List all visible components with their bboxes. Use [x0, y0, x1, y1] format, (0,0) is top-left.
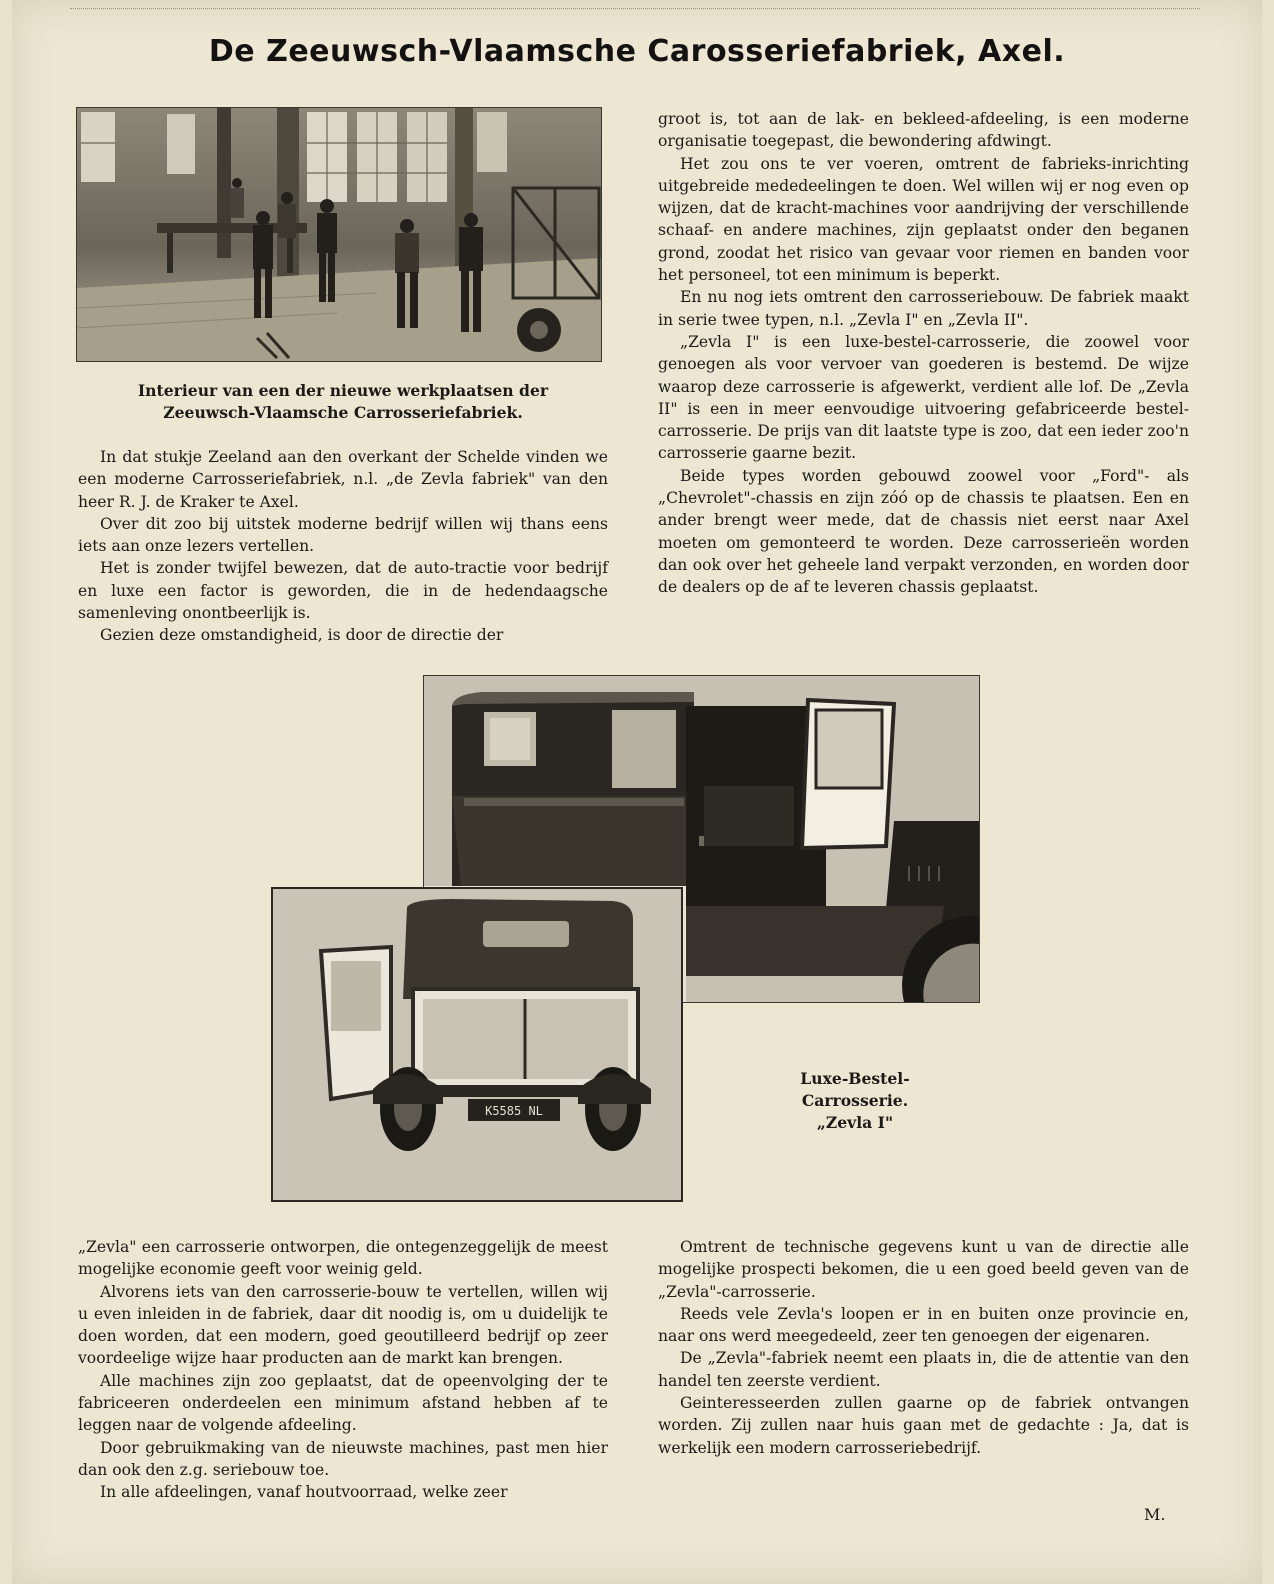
- author-signature: M.: [1144, 1505, 1166, 1524]
- paragraph: In alle afdeelingen, vanaf houtvoorraad, welke zeer: [100, 1483, 508, 1502]
- workshop-photo-caption: [78, 380, 608, 424]
- paragraph: „Zevla" een carrosserie ontworpen, die ontegenzeggelijk de meest mogelijke economie geeft voor weinig geld.: [78, 1238, 608, 1279]
- paragraph: In dat stukje Zeeland aan den overkant der Schelde vinden we een moderne Carrosseriefabriek, n.l. „de Zevla fabriek" van den heer R. J. de Kraker te Axel.: [78, 448, 608, 511]
- article-column-right-top: [658, 108, 1189, 599]
- paragraph: Reeds vele Zevla's loopen er in en buiten onze provincie en, naar ons werd meegedeeld, zeer ten genoegen der eigenaren.: [658, 1304, 1189, 1346]
- paragraph: Het zou ons te ver voeren, omtrent de fabrieks-inrichting uitgebreide mededeelingen te doen. Wel willen wij er nog even op wijzen, dat de kracht-machines voor aandrijving der verschillende schaaf- en andere machines, zijn geplaatst onder den beganen grond, zoodat het risico van gevaar voor riemen en banden voor het personeel, tot een minimum is beperkt.: [658, 154, 1189, 285]
- caption-line: Zeeuwsch-Vlaamsche Carrosseriefabriek.: [163, 403, 523, 422]
- article-column-left-top: [78, 446, 608, 647]
- caption-line: Interieur van een der nieuwe werkplaatsen der: [137, 381, 549, 400]
- article-column-right-bottom: [658, 1236, 1189, 1459]
- paragraph: En nu nog iets omtrent den carrosseriebouw. De fabriek maakt in serie twee typen, n.l. „Zevla I" en „Zevla II".: [658, 288, 1189, 329]
- paragraph: Gezien deze omstandigheid, is door de directie der: [100, 626, 504, 645]
- caption-line: „Zevla I": [816, 1113, 894, 1132]
- article-column-left-bottom: [78, 1236, 608, 1504]
- paragraph: „Zevla I" is een luxe-bestel-carrosserie, die zoowel voor genoegen als voor vervoer van goederen is bestemd. De wijze waarop deze carrosserie is afgewerkt, verdient alle lof. De „Zevla II" is een in meer eenvoudige uitvoering gefabriceerde bestel-carrosserie. De prijs van dit laatste type is zoo, dat een ieder zoo'n carrosserie gaarne bezit.: [658, 332, 1189, 463]
- paragraph: Beide types worden gebouwd zoowel voor „Ford"- als „Chevrolet"-chassis en zijn zóó op de chassis te plaatsen. Een en ander brengt weer mede, dat de chassis niet eerst naar Axel moeten om gemonteerd te worden. Deze carrosserieën worden dan ook over het geheele land verpakt verzonden, en worden door de dealers op de af te leveren chassis geplaatst.: [658, 466, 1189, 597]
- car-rear-photo: [271, 887, 683, 1202]
- paragraph: Geinteresseerden zullen gaarne op de fabriek ontvangen worden. Zij zullen naar huis gaan met de gedachte : Ja, dat is werkelijk een modern carrosseriebedrijf.: [658, 1394, 1189, 1457]
- car-photo-caption: [770, 1068, 940, 1134]
- workshop-photo: [76, 107, 602, 362]
- paragraph: Alvorens iets van den carrosserie-bouw te vertellen, willen wij u even inleiden in de fabriek, daar dit noodig is, om u duidelijk te doen worden, dat een modern, goed geoutilleerd bedrijf op zeer voordeelige wijze haar producten aan de markt kan brengen.: [78, 1282, 608, 1368]
- paragraph: Alle machines zijn zoo geplaatst, dat de opeenvolging der te fabriceeren onderdeelen een minimum afstand hebben af te leggen naar de volgende afdeeling.: [78, 1371, 608, 1435]
- license-plate: K5585 NL: [485, 1104, 543, 1118]
- paragraph: Door gebruikmaking van de nieuwste machines, past men hier dan ook den z.g. seriebouw toe.: [78, 1438, 608, 1479]
- page-title: De Zeeuwsch-Vlaamsche Carosseriefabriek, Axel.: [208, 34, 1066, 69]
- paragraph: Over dit zoo bij uitstek moderne bedrijf willen wij thans eens iets aan onze lezers vertellen.: [78, 514, 608, 556]
- paragraph: Het is zonder twijfel bewezen, dat de auto-tractie voor bedrijf en luxe een factor is geworden, die in de hedendaagsche samenleving onontbeerlijk is.: [78, 559, 608, 623]
- paragraph: Omtrent de technische gegevens kunt u van de directie alle mogelijke prospecti bekomen, die u een goed beeld geven van de „Zevla"-carrosserie.: [658, 1238, 1189, 1301]
- top-rule: [70, 8, 1200, 9]
- paragraph: De „Zevla"-fabriek neemt een plaats in, die de attentie van den handel ten zeerste verdient.: [658, 1349, 1189, 1390]
- paragraph: groot is, tot aan de lak- en bekleed-afdeeling, is een moderne organisatie toegepast, die bewondering afdwingt.: [658, 110, 1189, 151]
- caption-line: Luxe-Bestel-: [800, 1069, 910, 1088]
- caption-line: Carrosserie.: [801, 1091, 909, 1110]
